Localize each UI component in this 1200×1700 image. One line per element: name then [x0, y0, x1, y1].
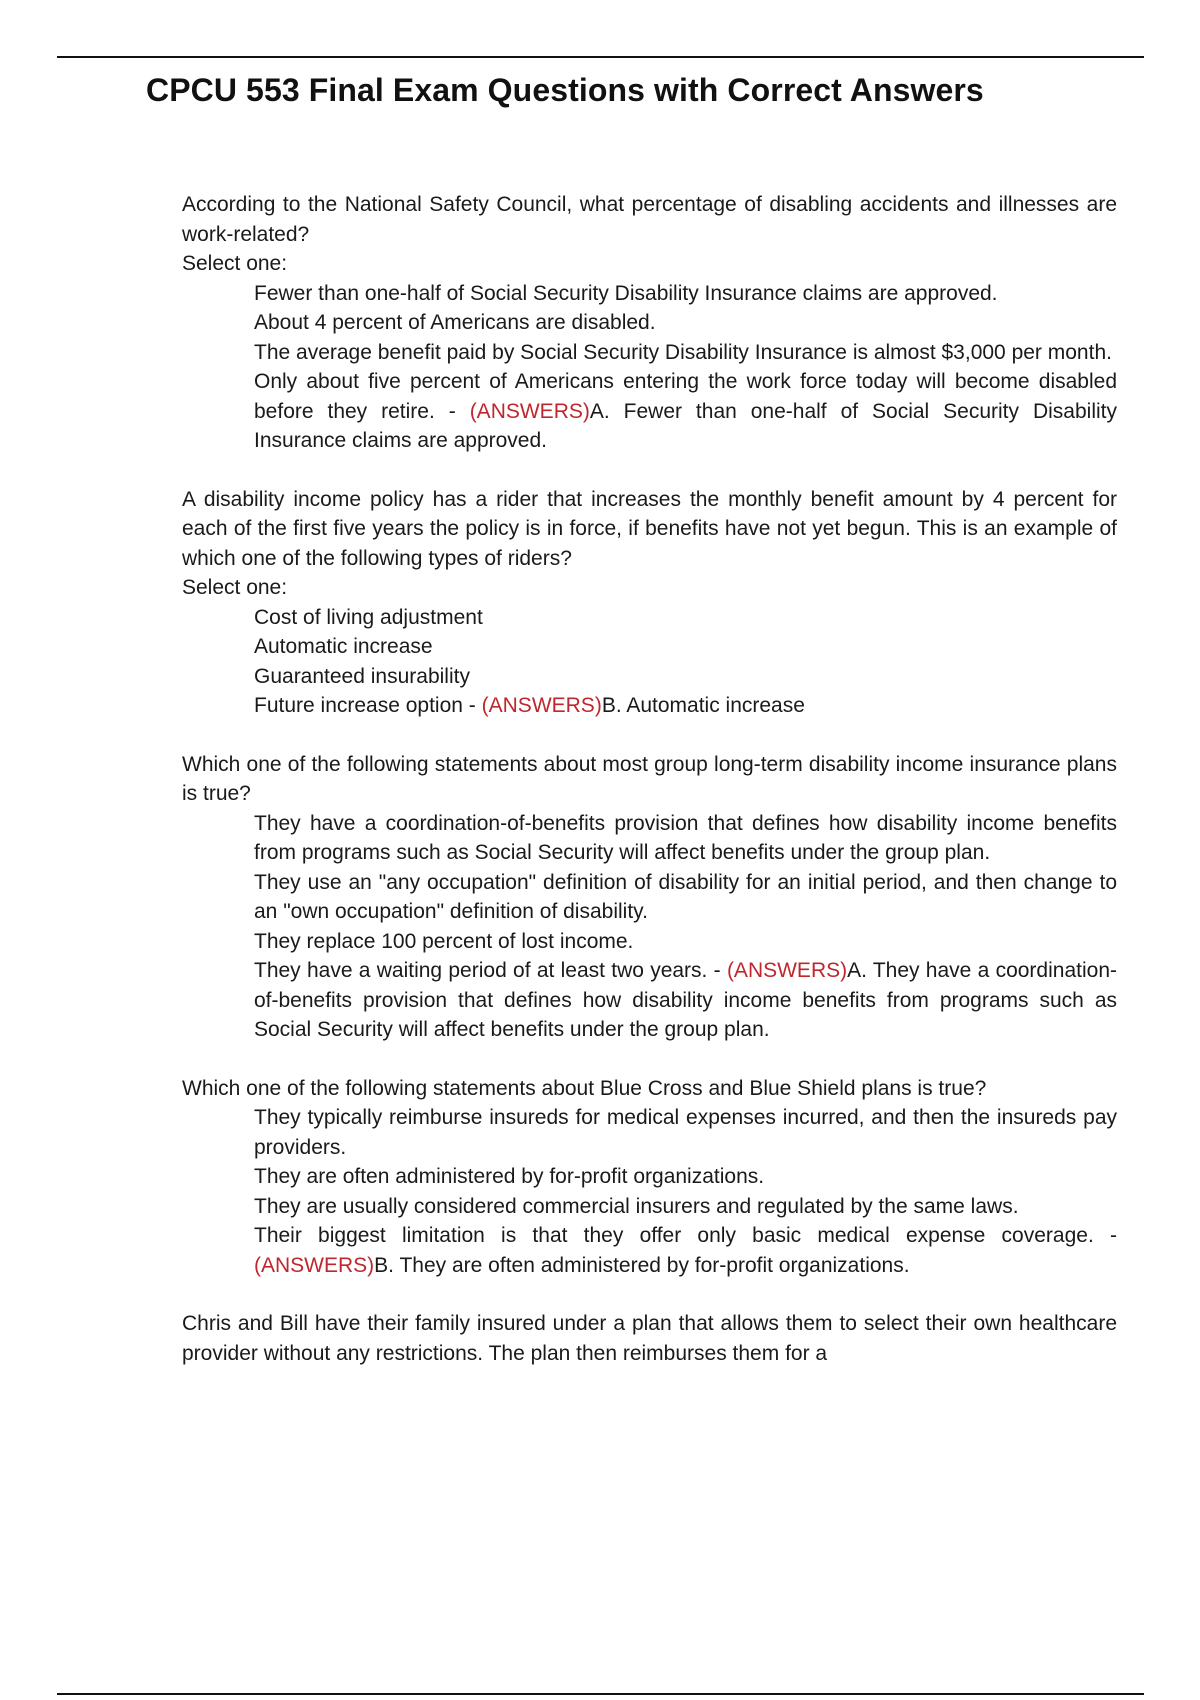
answer-option-with-answer [254, 367, 1117, 456]
question-stem: Which one of the following statements about most group long-term disability income insurance plans is true? [182, 752, 1117, 805]
answers-tag: (ANSWERS) [254, 1253, 375, 1277]
correct-answer: A. Fewer than one-half of Social Security Disability Insurance claims are approved. [254, 399, 1117, 452]
answer-option: They replace 100 percent of lost income. [254, 929, 634, 953]
answer-option: Guaranteed insurability [254, 664, 470, 688]
answer-option: Cost of living adjustment [254, 605, 483, 629]
answer-option: About 4 percent of Americans are disabled. [254, 311, 656, 334]
answer-option-text: They have a waiting period of at least two years. - [254, 959, 721, 982]
answer-option: They use an "any occupation" definition of disability for an initial period, and then change to an "own occupation" definition of disability. [254, 870, 1117, 923]
answer-option: Fewer than one-half of Social Security Disability Insurance claims are approved. [254, 281, 998, 305]
answer-option: They are usually considered commercial insurers and regulated by the same laws. [254, 1194, 1019, 1218]
answer-option-with-answer [254, 1221, 1117, 1280]
answer-option: They have a coordination-of-benefits provision that defines how disability income benefits from programs such as Social Security will affect benefits under the group plan. [254, 811, 1117, 864]
page-title: CPCU 553 Final Exam Questions with Correct Answers [146, 72, 984, 108]
question-1 [182, 190, 1117, 456]
bottom-rule [57, 1693, 1144, 1695]
select-one-label: Select one: [182, 252, 288, 275]
question-5 [182, 1309, 1117, 1368]
top-rule [57, 56, 1144, 58]
question-4 [182, 1074, 1117, 1281]
question-stem: According to the National Safety Council, what percentage of disabling accidents and illnesses are work-related? [182, 193, 1117, 246]
question-stem: Chris and Bill have their family insured under a plan that allows them to select their own healthcare provider without any restrictions. The plan then reimburses them for a [182, 1312, 1117, 1365]
question-2 [182, 485, 1117, 721]
answer-option: They are often administered by for-profit organizations. [254, 1165, 765, 1188]
answers-tag: (ANSWERS) [469, 399, 590, 423]
question-list [182, 190, 1117, 1397]
correct-answer: B. They are often administered by for-profit organizations. [374, 1253, 910, 1277]
answer-option-text: Future increase option - [254, 694, 476, 717]
answer-option-text: Their biggest limitation is that they offer only basic medical expense coverage. - [254, 1224, 1117, 1247]
answers-tag: (ANSWERS) [726, 959, 848, 982]
correct-answer: A. They have a coordination-of-benefits provision that defines how disability income benefits from programs such as Social Security will affect benefits under the group plan. [254, 959, 1117, 1041]
correct-answer: B. Automatic increase [601, 694, 805, 717]
answer-option: They typically reimburse insureds for medical expenses incurred, and then the insureds pay providers. [254, 1106, 1117, 1159]
answer-option-with-answer [254, 691, 1117, 721]
question-stem: A disability income policy has a rider that increases the monthly benefit amount by 4 percent for each of the first five years the policy is in force, if benefits have not yet begun. This is an example of which one of the following types of riders? [182, 487, 1117, 570]
answers-tag: (ANSWERS) [481, 694, 602, 717]
select-one-label: Select one: [182, 576, 288, 599]
answer-option: Automatic increase [254, 635, 433, 658]
answer-option-with-answer [254, 956, 1117, 1045]
answer-option: The average benefit paid by Social Security Disability Insurance is almost $3,000 per month. [254, 340, 1112, 364]
answer-option-text: Only about five percent of Americans entering the work force today will become disabled before they retire. - [254, 370, 1117, 423]
question-stem: Which one of the following statements about Blue Cross and Blue Shield plans is true? [182, 1076, 987, 1100]
question-3 [182, 750, 1117, 1045]
